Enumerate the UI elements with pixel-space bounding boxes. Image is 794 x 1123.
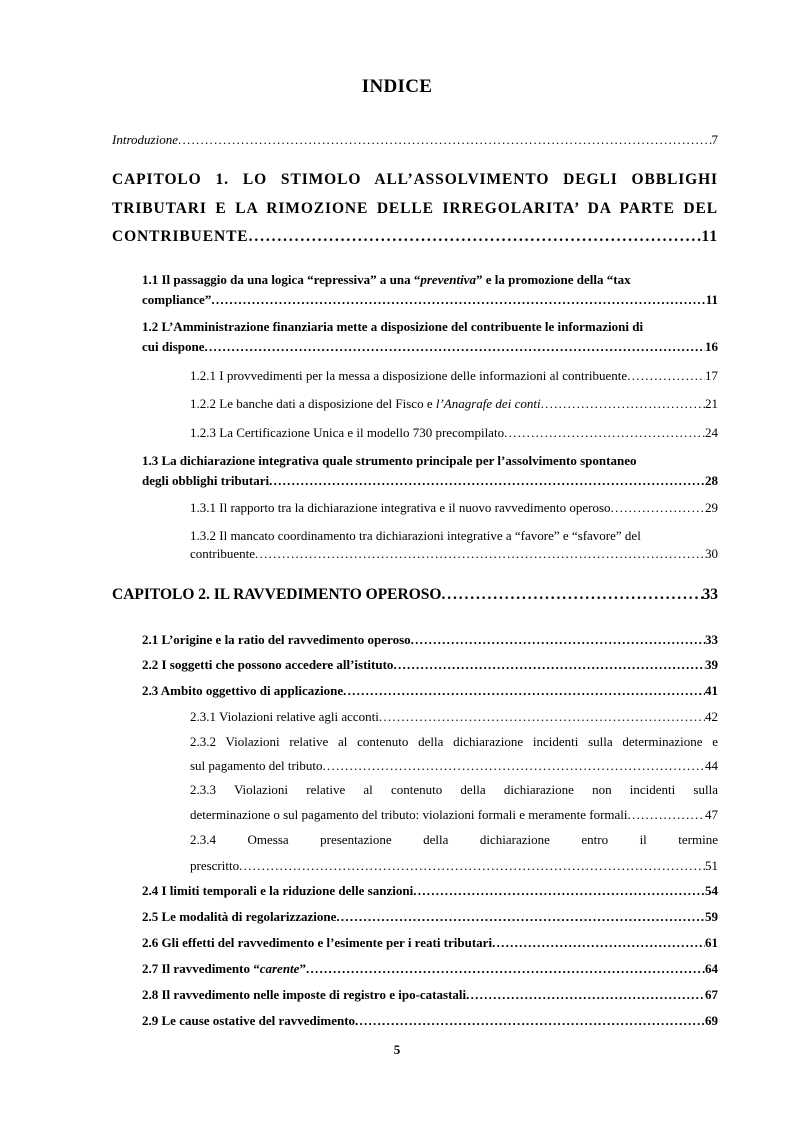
toc-entry-2-3-3-line-1[interactable]: 2.3.3 Violazioni relative al contenuto della dichiarazione non incidenti sulla (190, 782, 718, 797)
leader-dots (413, 883, 705, 899)
toc-entry-2-3-4-line-1[interactable]: 2.3.4 Omessa presentazione della dichiarazione entro il termine (190, 832, 718, 847)
toc-entry-chapter-2[interactable] (112, 586, 718, 604)
toc-entry-2-3-4[interactable] (190, 858, 718, 874)
leader-dots (239, 858, 705, 874)
toc-entry-page: 47 (705, 807, 718, 822)
toc-entry-page: 69 (705, 1013, 718, 1028)
toc-entry-label: cui dispone (142, 339, 205, 354)
toc-entry-label: 1.2.1 I provvedimenti per la messa a disposizione delle informazioni al contribuente (190, 368, 628, 383)
toc-entry-1-3-line-1[interactable]: 1.3 La dichiarazione integrativa quale strumento principale per l’assolvimento spontaneo (142, 453, 637, 468)
toc-entry-2-4[interactable] (142, 883, 718, 899)
toc-entry-page: 41 (705, 683, 718, 698)
toc-entry-page: 42 (705, 709, 718, 724)
leader-dots (205, 339, 706, 355)
toc-entry-label: sul pagamento del tributo (190, 758, 323, 773)
leader-dots (323, 758, 705, 774)
leader-dots (628, 807, 705, 823)
leader-dots (411, 632, 705, 648)
toc-entry-label: 2.1 L’origine e la ratio del ravvedimento operoso (142, 632, 411, 647)
toc-entry-1-2-line-1[interactable]: 1.2 L’Amministrazione finanziaria mette a disposizione del contribuente le informazioni di (142, 319, 644, 334)
toc-entry-label: 1.3.1 Il rapporto tra la dichiarazione integrativa e il nuovo ravvedimento operoso (190, 500, 611, 515)
toc-entry-1-2-1[interactable] (190, 368, 718, 384)
toc-entry-page: 16 (705, 339, 718, 354)
leader-dots (269, 473, 705, 489)
leader-dots (343, 683, 705, 699)
leader-dots (249, 228, 702, 246)
toc-entry-page: 54 (705, 883, 718, 898)
toc-entry-page: 30 (705, 546, 718, 561)
toc-entry-page: 21 (705, 396, 718, 411)
toc-entry-label: 1.2.3 La Certificazione Unica e il modello 730 precompilato (190, 425, 505, 440)
toc-entry-label: CONTRIBUENTE (112, 228, 249, 245)
toc-entry-2-2[interactable] (142, 657, 718, 673)
toc-entry-label: 2.5 Le modalità di regolarizzazione (142, 909, 337, 924)
toc-entry-page: 33 (705, 632, 718, 647)
leader-dots (211, 292, 705, 308)
toc-entry-label: 1.2.2 Le banche dati a disposizione del Fisco e l’Anagrafe dei conti (190, 396, 541, 411)
leader-dots (441, 586, 702, 604)
toc-entry-page: 24 (705, 425, 718, 440)
toc-entry-1-3[interactable] (142, 473, 718, 489)
toc-entry-1-3-1[interactable] (190, 500, 718, 516)
leader-dots (541, 396, 705, 412)
toc-entry-page: 7 (711, 132, 718, 147)
leader-dots (466, 987, 705, 1003)
toc-entry-page: 44 (705, 758, 718, 773)
leader-dots (393, 657, 705, 673)
leader-dots (627, 368, 705, 384)
toc-entry-2-3-2[interactable] (190, 758, 718, 774)
toc-entry-label: 2.4 I limiti temporali e la riduzione delle sanzioni (142, 883, 414, 898)
toc-entry-page: 39 (705, 657, 718, 672)
leader-dots (379, 709, 705, 725)
toc-entry-2-9[interactable] (142, 1013, 718, 1029)
toc-entry-label: contribuente (190, 546, 255, 561)
toc-entry-1-2-2[interactable] (190, 396, 718, 412)
toc-entry-page: 61 (705, 935, 718, 950)
leader-dots (355, 1013, 705, 1029)
toc-entry-2-7[interactable] (142, 961, 718, 977)
toc-entry-2-3-1[interactable] (190, 709, 718, 725)
toc-entry-2-3-3[interactable] (190, 807, 718, 823)
leader-dots (611, 500, 705, 516)
leader-dots (504, 425, 705, 441)
page-title: INDICE (361, 76, 433, 97)
toc-entry-2-3-2-line-1[interactable]: 2.3.2 Violazioni relative al contenuto della dichiarazione incidenti sulla determinazione e (190, 734, 718, 749)
toc-entry-1-2[interactable] (142, 339, 718, 355)
toc-entry-2-1[interactable] (142, 632, 718, 648)
toc-entry-page: 11 (705, 292, 718, 307)
toc-entry-page: 67 (705, 987, 718, 1002)
toc-entry-label: CAPITOLO 2. IL RAVVEDIMENTO OPEROSO (112, 586, 442, 603)
toc-entry-page: 29 (705, 500, 718, 515)
toc-entry-1-2-3[interactable] (190, 425, 718, 441)
leader-dots (492, 935, 705, 951)
toc-entry-page: 17 (705, 368, 718, 383)
toc-entry-1-1-line-1[interactable]: 1.1 Il passaggio da una logica “repressiva” a una “preventiva” e la promozione della “tax (142, 272, 631, 287)
toc-entry-label: prescritto (190, 858, 240, 873)
toc-entry-2-6[interactable] (142, 935, 718, 951)
toc-entry-label: determinazione o sul pagamento del tributo: violazioni formali e meramente formali (190, 807, 628, 822)
toc-entry-page: 33 (702, 586, 718, 603)
toc-entry-label: Introduzione (112, 132, 178, 147)
toc-entry-page: 64 (705, 961, 718, 976)
toc-entry-2-5[interactable] (142, 909, 718, 925)
toc-entry-label: 2.7 Il ravvedimento “carente” (142, 961, 306, 976)
toc-entry-introduzione[interactable] (112, 132, 718, 148)
leader-dots (178, 132, 712, 148)
toc-entry-1-3-2[interactable] (190, 546, 718, 562)
toc-entry-page: 28 (705, 473, 718, 488)
toc-entry-page: 11 (701, 228, 718, 245)
leader-dots (336, 909, 705, 925)
toc-entry-chapter-1[interactable] (112, 228, 718, 246)
page-number: 5 (393, 1042, 401, 1057)
toc-entry-label: 2.3 Ambito oggettivo di applicazione (142, 683, 344, 698)
toc-entry-2-8[interactable] (142, 987, 718, 1003)
toc-entry-2-3[interactable] (142, 683, 718, 699)
toc-entry-1-3-2-line-1[interactable]: 1.3.2 Il mancato coordinamento tra dichiarazioni integrative a “favore” e “sfavore” del (190, 528, 641, 543)
toc-entry-label: 2.2 I soggetti che possono accedere all’istituto (142, 657, 394, 672)
toc-entry-label: 2.3.1 Violazioni relative agli acconti (190, 709, 379, 724)
toc-entry-page: 59 (705, 909, 718, 924)
chapter-1-title-line-2[interactable]: TRIBUTARI E LA RIMOZIONE DELLE IRREGOLARITA’ DA PARTE DEL (112, 200, 718, 217)
toc-entry-label: 2.6 Gli effetti del ravvedimento e l’esimente per i reati tributari (142, 935, 493, 950)
toc-entry-label: 2.8 Il ravvedimento nelle imposte di registro e ipo-catastali (142, 987, 467, 1002)
toc-entry-label: compliance” (142, 292, 212, 307)
toc-entry-page: 51 (705, 858, 718, 873)
chapter-1-title-line-1[interactable]: CAPITOLO 1. LO STIMOLO ALL’ASSOLVIMENTO DEGLI OBBLIGHI (112, 171, 718, 188)
toc-entry-1-1[interactable] (142, 292, 718, 308)
toc-entry-label: degli obblighi tributari (142, 473, 270, 488)
leader-dots (306, 961, 705, 977)
leader-dots (255, 546, 705, 562)
toc-entry-label: 2.9 Le cause ostative del ravvedimento (142, 1013, 356, 1028)
